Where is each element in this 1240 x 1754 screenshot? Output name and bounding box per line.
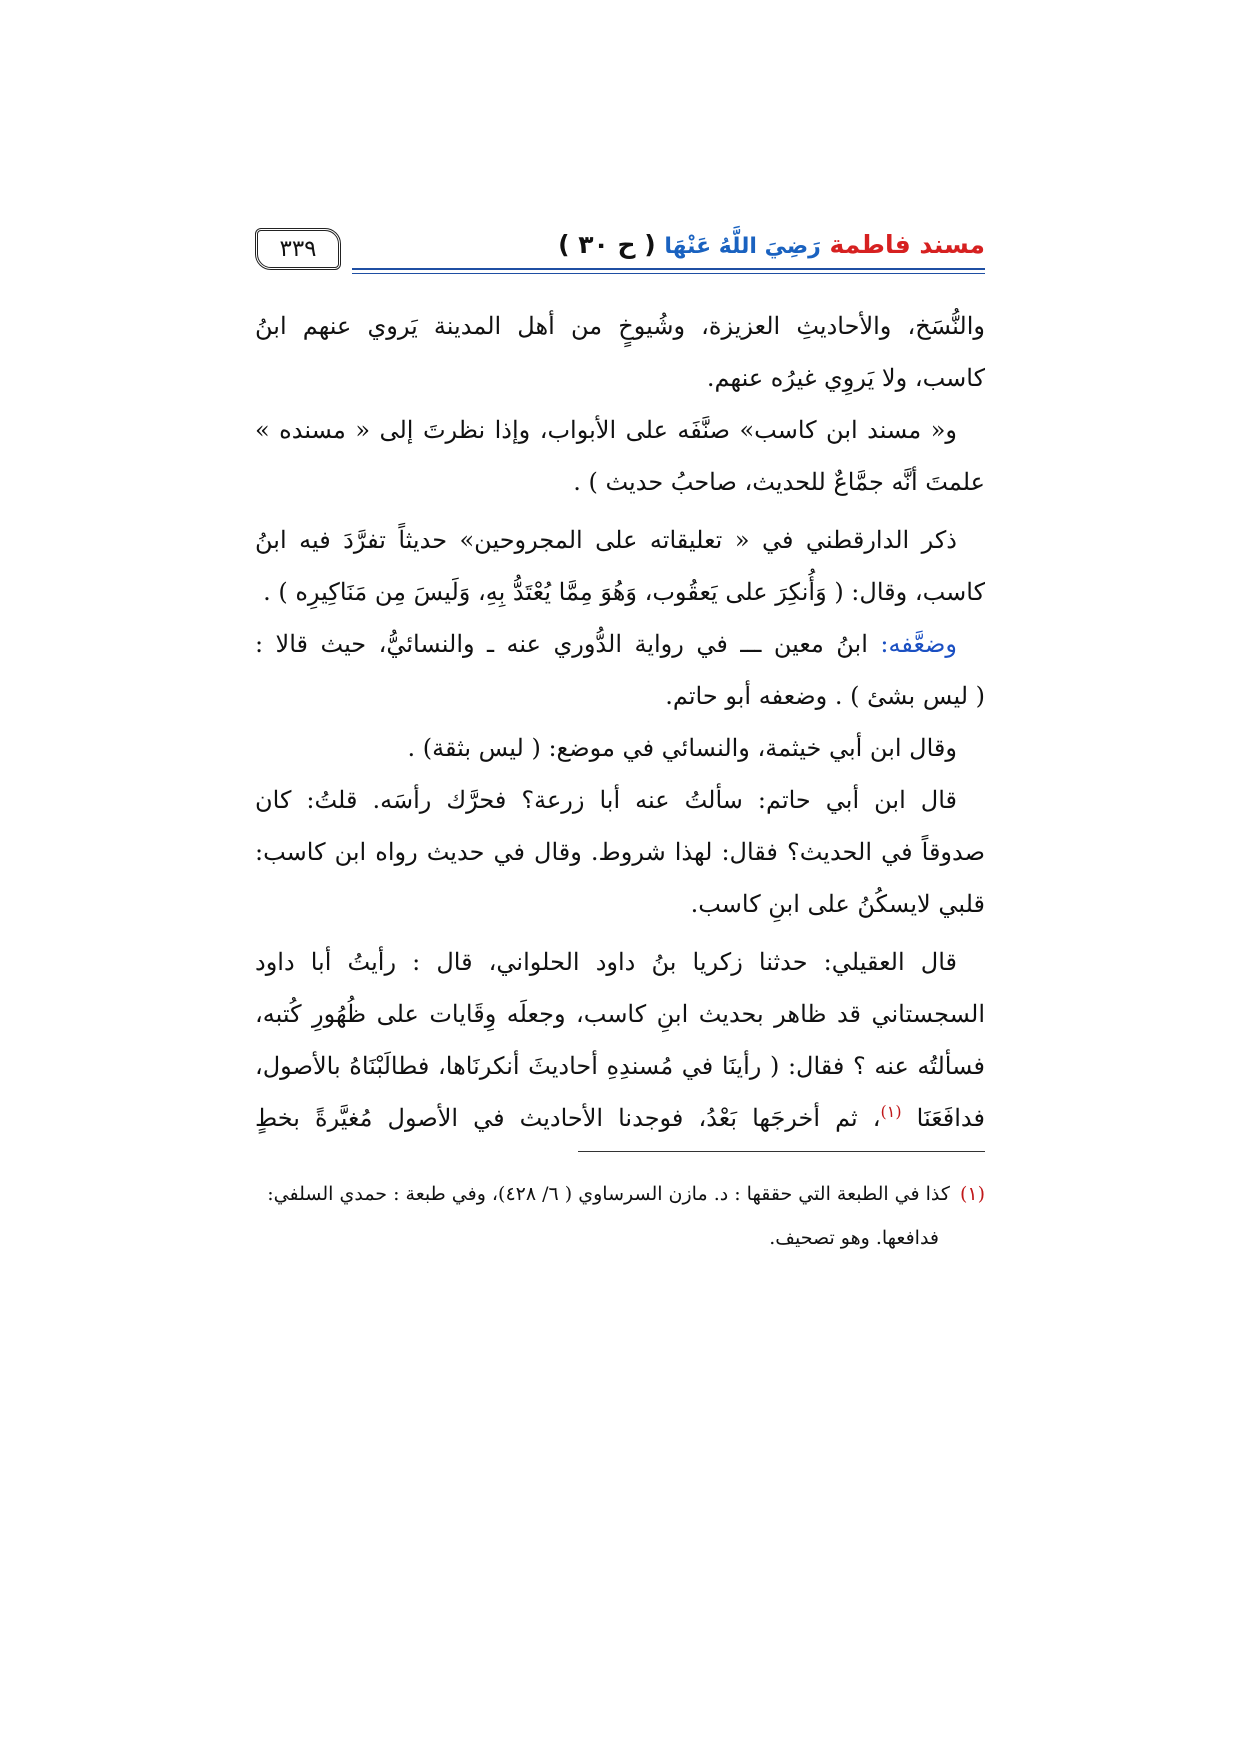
footnote-ref[interactable]: (١) [880, 1102, 902, 1121]
text-line: ذكر الدارقطني في « تعليقاته على المجروحين» حديثاً تفرَّدَ فيه ابنُ [255, 526, 957, 554]
text-line: والنُّسَخ، والأحاديثِ العزيزة، وشُيوخٍ من أهل المدينة يَروي عنهم ابنُ [255, 312, 985, 340]
text-line: كاسب، وقال: ( وَأُنكِرَ على يَعقُوب، وَهُوَ مِمَّا يُعْتَدُّ بِهِ، وَلَيسَ مِن مَنَاكِيرِه ) . [263, 578, 985, 606]
text-line: السجستاني قد ظاهر بحديث ابنِ كاسب، وجعلَه وِقَايات على ظُهُورِ كُتبه، [255, 1000, 985, 1028]
text-span: ابنُ معين ـــ في رواية الدُّوري عنه ـ والنسائيُّ، حيث قالا : [255, 630, 881, 658]
header-rule [352, 268, 985, 270]
text-line [255, 1092, 985, 1144]
footnote-continuation: فدافعها. وهو تصحيف. [769, 1227, 939, 1249]
highlight-term: وضعَّفه: [880, 630, 957, 658]
hadith-number: ( ح ٣٠ ) [558, 230, 656, 259]
honorific-calligraphy: رَضِيَ اللَّهُ عَنْهَا [664, 234, 821, 259]
footnote-separator [578, 1151, 985, 1152]
text-line: قال ابن أبي حاتم: سألتُ عنه أبا زرعة؟ فحرَّك رأسَه. قلتُ: كان [255, 786, 957, 814]
footnote [255, 1172, 985, 1216]
text-line: ( ليس بشئ ) . وضعفه أبو حاتم. [665, 682, 985, 710]
text-line [255, 618, 985, 670]
text-line: علمتَ أنَّه جمَّاعٌ للحديث، صاحبُ حديث ) . [573, 468, 985, 496]
footnote-text: كذا في الطبعة التي حققها : د. مازن السرساوي ( ٦/ ٤٢٨)، وفي طبعة : حمدي السلفي: [267, 1183, 950, 1205]
text-line: فسألتُه عنه ؟ فقال: ( رأينَا في مُسندِهِ أحاديثَ أنكرنَاها، فطالَبْنَاهُ بالأصول، [255, 1052, 985, 1080]
text-line: قال العقيلي: حدثنا زكريا بنُ داود الحلواني، قال : رأيتُ أبا داود [255, 948, 957, 976]
page-number-box: ٣٣٩ [255, 228, 341, 270]
text-line: وقال ابن أبي خيثمة، والنسائي في موضع: ( ليس بثقة) . [407, 734, 957, 762]
header-title [558, 228, 985, 264]
footnotes [255, 1172, 985, 1260]
main-text [255, 300, 985, 1144]
text-line: كاسب، ولا يَروِي غيرُه عنهم. [706, 364, 985, 392]
text-line: قلبي لايسكُنُ على ابنِ كاسب. [690, 890, 985, 918]
header-title-text: مسند فاطمة [829, 230, 985, 259]
text-line: و« مسند ابن كاسب» صنَّفَه على الأبواب، وإذا نظرتَ إلى « مسنده » [255, 416, 957, 444]
header-rule-thin [352, 273, 985, 274]
text-line: صدوقاً في الحديث؟ فقال: لهذا شروط. وقال في حديث رواه ابن كاسب: [255, 838, 985, 866]
footnote-number: (١) [959, 1183, 985, 1205]
running-header [255, 228, 985, 276]
text-span: ، ثم أخرجَها بَعْدُ، فوجدنا الأحاديث في الأصول مُغيَّرةً بخطٍ [255, 1104, 881, 1132]
text-span: فدافَعَنَا [916, 1104, 985, 1132]
